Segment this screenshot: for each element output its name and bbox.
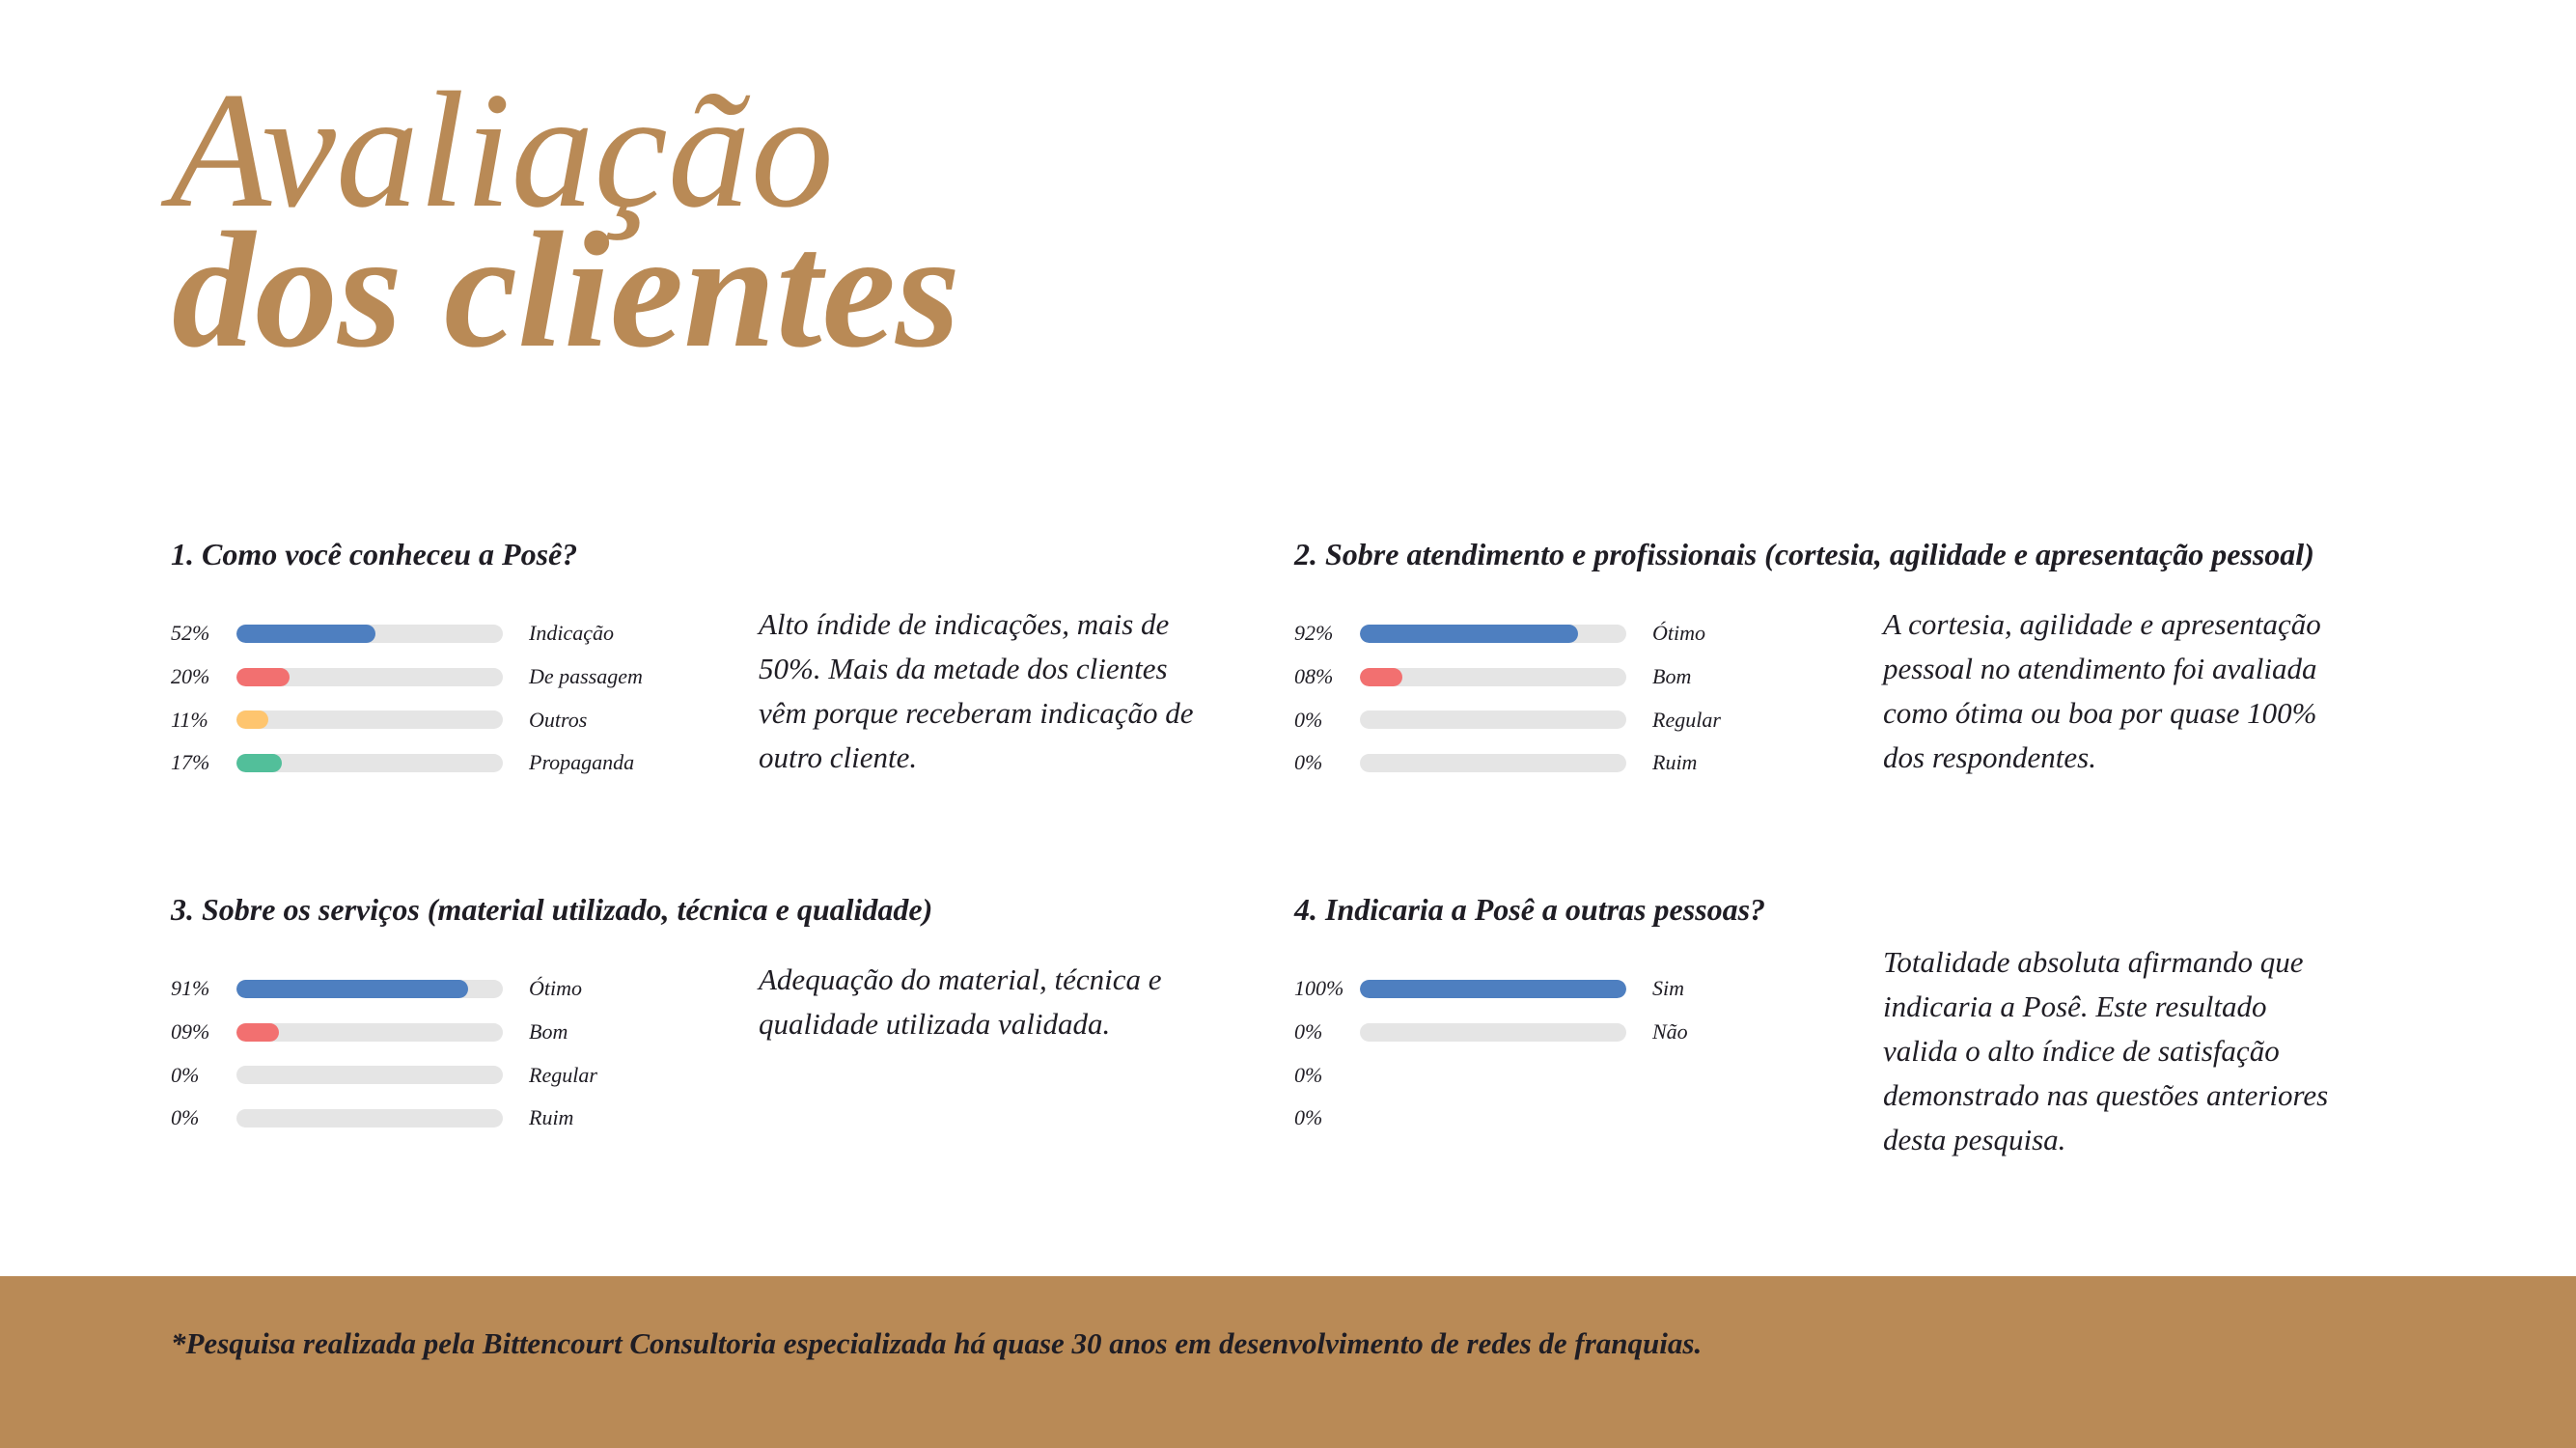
section-summary: A cortesia, agilidade e apresentação pessoal no atendimento foi avaliada como ótima ou boa por quase 100% dos respondentes. — [1883, 607, 2321, 774]
bar-label: De passagem — [529, 664, 643, 689]
bar-track — [236, 980, 503, 998]
bar-track — [236, 710, 503, 729]
bar-label: Indicação — [529, 621, 614, 646]
bar-row — [171, 612, 643, 655]
bar-percent: 92% — [1294, 621, 1334, 646]
bar-label: Bom — [529, 1019, 568, 1044]
title-line-1: Avaliação — [170, 59, 834, 242]
bar-track — [236, 1023, 503, 1042]
section-heading: 4. Indicaria a Posê a outras pessoas? — [1294, 892, 1766, 927]
bar-row — [1294, 741, 1721, 785]
bar-label: Não — [1652, 1019, 1688, 1044]
bar-track — [236, 625, 503, 643]
bar-track — [1360, 668, 1626, 686]
bar-label: Ótimo — [529, 976, 582, 1001]
bar-row — [171, 967, 597, 1011]
bar-percent: 20% — [171, 664, 210, 689]
bar-percent: 09% — [171, 1019, 210, 1044]
bar-row — [1294, 698, 1721, 741]
bar-fill — [236, 625, 375, 643]
section-heading: 1. Como você conheceu a Posê? — [171, 537, 578, 571]
section-summary: Alto índide de indicações, mais de 50%. Mais da metade dos clientes vêm porque receberam indicação de outro cliente. — [759, 607, 1194, 774]
bar-percent: 0% — [1294, 1062, 1323, 1087]
bar-track — [1360, 980, 1626, 998]
bar-fill — [1360, 980, 1626, 998]
bar-fill — [236, 710, 268, 729]
bar-percent: 0% — [171, 1105, 200, 1130]
bar-track — [1360, 710, 1626, 729]
bar-track — [236, 668, 503, 686]
bar-percent: 08% — [1294, 664, 1334, 689]
bar-label: Regular — [1652, 707, 1721, 732]
bar-row — [1294, 612, 1721, 655]
bar-percent: 11% — [171, 707, 208, 732]
bar-list — [1294, 967, 1688, 1140]
bar-percent: 0% — [1294, 1019, 1323, 1044]
bar-track — [1360, 1023, 1626, 1042]
bar-list — [171, 612, 643, 785]
bar-label: Propaganda — [529, 750, 635, 775]
bar-label: Outros — [529, 707, 588, 732]
bar-row — [171, 741, 643, 785]
bar-percent: 52% — [171, 621, 210, 646]
bar-track — [236, 754, 503, 772]
bar-fill — [1360, 625, 1578, 643]
bar-list — [1294, 612, 1721, 785]
bar-row — [171, 1011, 597, 1054]
bar-track — [1360, 754, 1626, 772]
section-summary: Adequação do material, técnica e qualidade utilizada validada. — [759, 962, 1162, 1041]
bar-row — [1294, 1011, 1688, 1054]
bar-row — [171, 655, 643, 699]
bar-label: Sim — [1652, 976, 1684, 1001]
bar-track — [236, 1109, 503, 1128]
bar-label: Ruim — [529, 1105, 574, 1130]
bar-list — [171, 967, 597, 1140]
section-heading: 3. Sobre os serviços (material utilizado, técnica e qualidade) — [171, 892, 933, 927]
bar-percent: 17% — [171, 750, 210, 775]
section-summary: Totalidade absoluta afirmando que indicaria a Posê. Este resultado valida o alto índice de satisfação demonstrado nas questões anteriores desta pesquisa. — [1883, 945, 2329, 1156]
section-heading: 2. Sobre atendimento e profissionais (cortesia, agilidade e apresentação pessoal) — [1294, 537, 2314, 571]
bar-label: Regular — [529, 1062, 597, 1087]
bar-percent: 100% — [1294, 976, 1344, 1001]
bar-percent: 0% — [1294, 1105, 1323, 1130]
bar-row — [1294, 1053, 1688, 1097]
bar-label: Bom — [1652, 664, 1692, 689]
bar-row — [1294, 1097, 1688, 1140]
bar-percent: 0% — [1294, 750, 1323, 775]
bar-fill — [236, 754, 282, 772]
bar-percent: 91% — [171, 976, 210, 1001]
bar-fill — [236, 980, 468, 998]
footer — [0, 1276, 2576, 1448]
bar-label: Ótimo — [1652, 621, 1705, 646]
bar-track — [1360, 625, 1626, 643]
bar-track — [236, 1066, 503, 1084]
bar-fill — [236, 668, 290, 686]
bar-fill — [236, 1023, 279, 1042]
bar-fill — [1360, 668, 1402, 686]
bar-row — [1294, 655, 1721, 699]
bar-row — [171, 1053, 597, 1097]
bar-percent: 0% — [171, 1062, 200, 1087]
footer-note: *Pesquisa realizada pela Bittencourt Consultoria especializada há quase 30 anos em desenvolvimento de redes de franquias. — [171, 1326, 1703, 1360]
title-line-2: dos clientes — [172, 199, 960, 382]
bar-row — [171, 698, 643, 741]
bar-percent: 0% — [1294, 707, 1323, 732]
bar-row — [171, 1097, 597, 1140]
bar-row — [1294, 967, 1688, 1011]
bar-label: Ruim — [1652, 750, 1698, 775]
